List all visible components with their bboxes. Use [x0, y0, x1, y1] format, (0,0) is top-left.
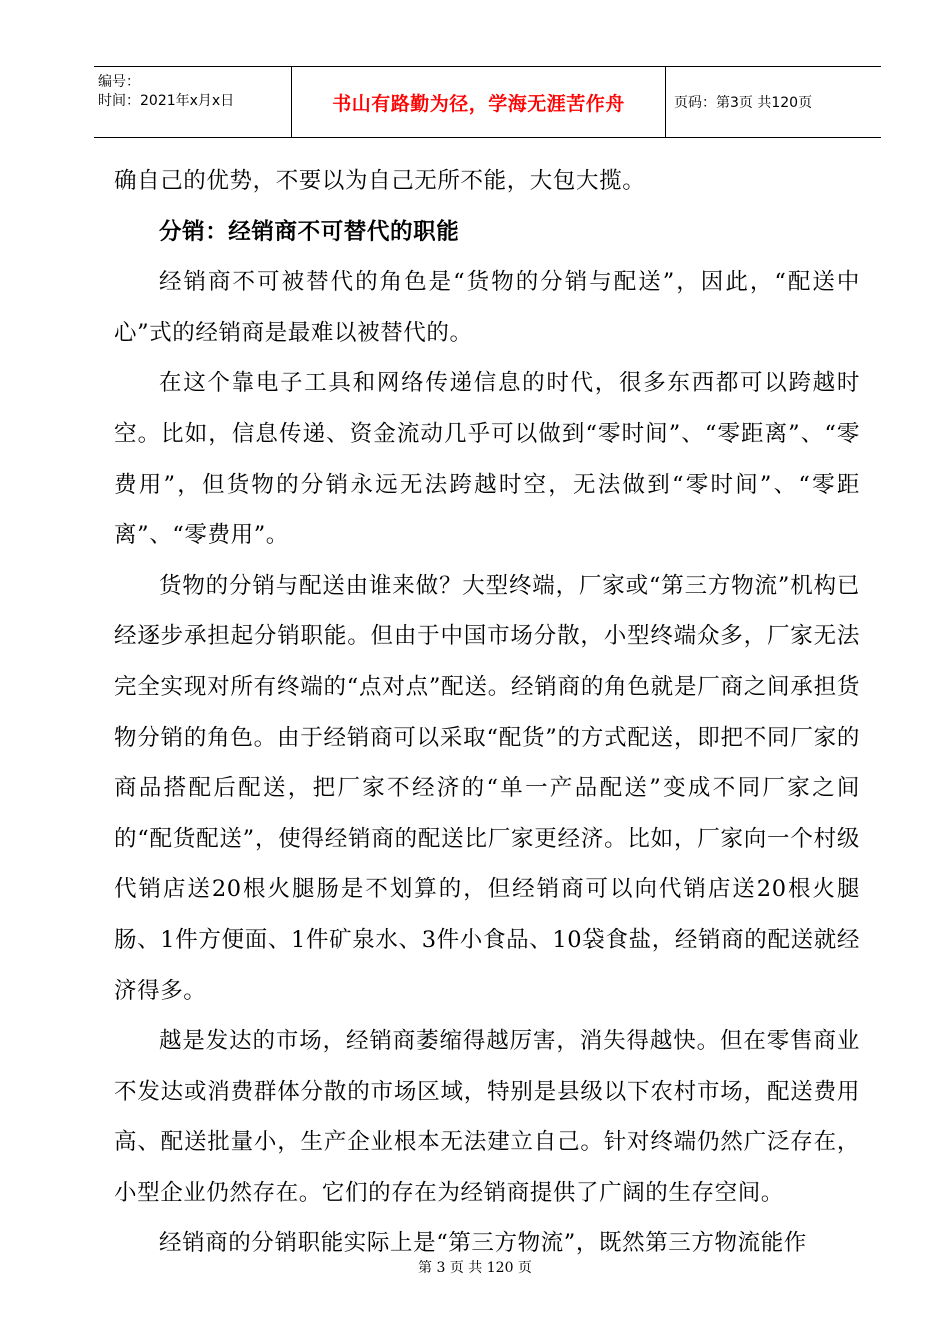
paragraph: 货物的分销与配送由谁来做？大型终端，厂家或“第三方物流”机构已经逐步承担起分销职能。但由于中国市场分散，小型终端众多，厂家无法完全实现对所有终端的“点对点”配送。经销商的角色就是厂商之间承担货物分销的角色。由于经销商可以采取“配货”的方式配送，即把不同厂家的商品搭配后配送，把厂家不经济的“单一产品配送”变成不同厂家之间的“配货配送”，使得经销商的配送比厂家更经济。比如，厂家向一个村级代销店送20根火腿肠是不划算的，但经销商可以向代销店送20根火腿肠、1件方便面、1件矿泉水、3件小食品、10袋食盐，经销商的配送就经济得多。	[114, 572, 860, 1004]
header-motto: 书山有路勤为径，学海无涯苦作舟	[292, 67, 666, 137]
document-body	[114, 156, 860, 1269]
document-time: 时间：2021年x月x日	[98, 93, 235, 109]
page-header	[94, 66, 881, 138]
header-page-info: 页码：第3页 共120页	[674, 95, 813, 111]
document-number: 编号：	[98, 74, 140, 90]
paragraph-continuation: 确自己的优势，不要以为自己无所不能，大包大揽。	[114, 168, 646, 194]
page-footer: 第 3 页 共 120 页	[418, 1260, 532, 1276]
paragraph: 越是发达的市场，经销商萎缩得越厉害，消失得越快。但在零售商业不发达或消费群体分散的市场区域，特别是县级以下农村市场，配送费用高、配送批量小，生产企业根本无法建立自己。针对终端仍然广泛存在，小型企业仍然存在。它们的存在为经销商提供了广阔的生存空间。	[114, 1028, 860, 1206]
paragraph: 在这个靠电子工具和网络传递信息的时代，很多东西都可以跨越时空。比如，信息传递、资金流动几乎可以做到“零时间”、“零距离”、“零费用”，但货物的分销永远无法跨越时空，无法做到“零时间”、“零距离”、“零费用”。	[114, 370, 860, 549]
section-heading: 分销：经销商不可替代的职能	[159, 218, 460, 245]
paragraph: 经销商的分销职能实际上是“第三方物流”，既然第三方物流能作	[159, 1230, 807, 1257]
header-meta	[94, 67, 292, 137]
paragraph: 经销商不可被替代的角色是“货物的分销与配送”，因此，“配送中心”式的经销商是最难以被替代的。	[114, 269, 860, 346]
